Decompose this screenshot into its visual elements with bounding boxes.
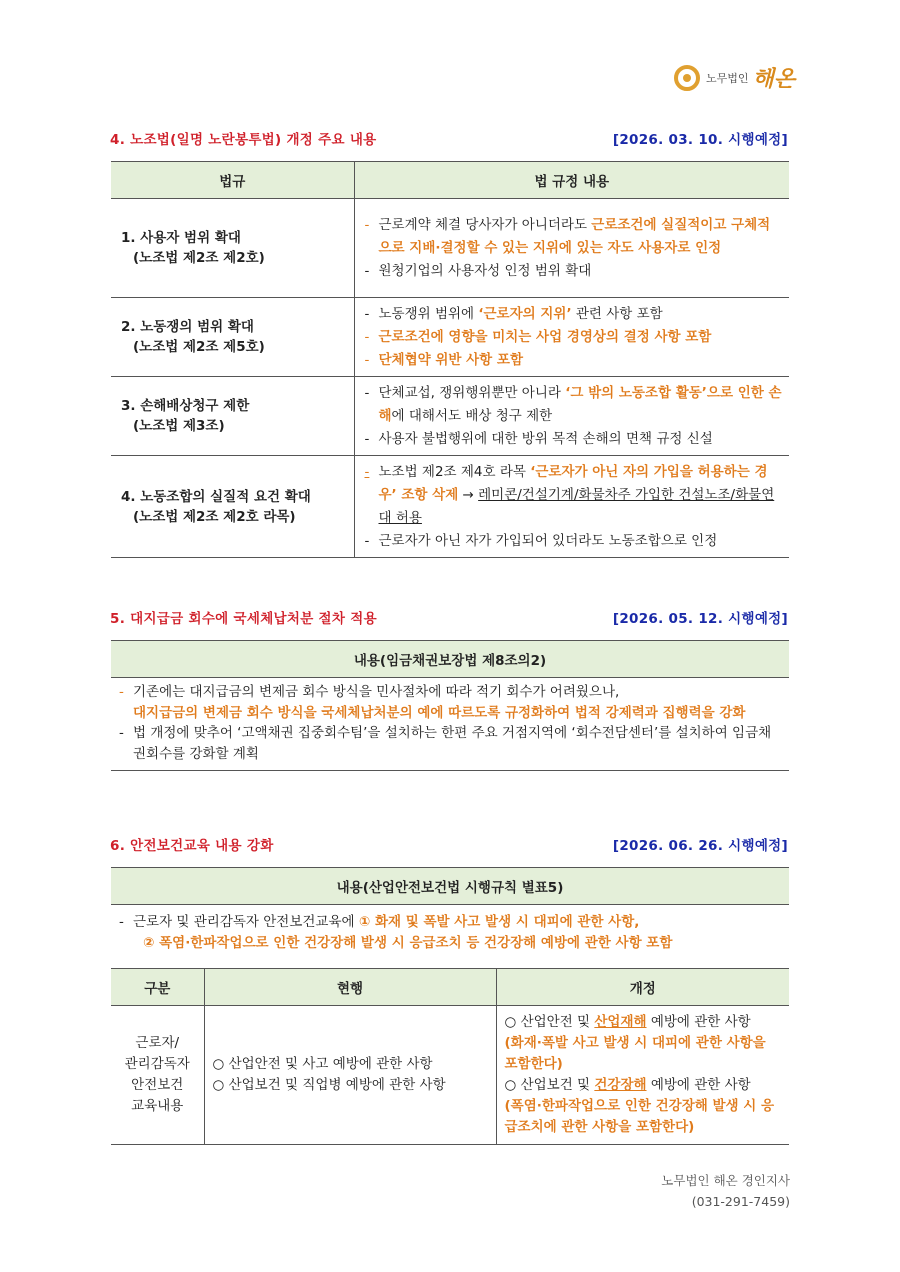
content-cell: - 근로계약 체결 당사자가 아니더라도 근로조건에 실질적이고 구체적으로 지배·결정할 수 있는 지위에 있는 자도 사용자로 인정 - 원청기업의 사용자성 인정 범위 확대 (354, 199, 789, 298)
header-content: 법 규정 내용 (354, 162, 789, 199)
law-cell: 2. 노동쟁의 범위 확대 (노조법 제2조 제5호) (111, 298, 354, 377)
section5-box (111, 640, 789, 771)
section6-title: 6. 안전보건교육 내용 강화 (110, 838, 274, 854)
footer-phone: (031-291-7459) (691, 1194, 790, 1209)
category-cell: 근로자/ 관리감독자 안전보건 교육내용 (111, 1006, 204, 1145)
table-row (111, 456, 789, 558)
section5-title: 5. 대지급금 회수에 국세체납처분 절차 적용 (110, 611, 377, 627)
company-logo (674, 62, 795, 93)
section4-date: [2026. 03. 10. 시행예정] (612, 132, 788, 148)
section4-title: 4. 노조법(일명 노란봉투법) 개정 주요 내용 (110, 132, 377, 148)
section6-body: - 근로자 및 관리감독자 안전보건교육에 ① 화재 및 폭발 사고 발생 시 대피에 관한 사항, ② 폭염·한파작업으로 인한 건강장해 발생 시 응급조치 등 건강장해 예방에 관한 사항 포함 (119, 914, 673, 951)
section5-header: 내용(임금채권보장법 제8조의2) (111, 640, 789, 678)
section4-table (111, 161, 789, 558)
section5-date: [2026. 05. 12. 시행예정] (612, 611, 788, 627)
content-cell: - 노동쟁위 범위에 ‘근로자의 지위’ 관련 사항 포함 - 근로조건에 영향을 미치는 사업 경영상의 결정 사항 포함 - 단체협약 위반 사항 포함 (354, 298, 789, 377)
circle-logo-icon (674, 65, 700, 91)
content-cell: - 단체교섭, 쟁위행위뿐만 아니라 ‘그 밖의 노동조합 활동’으로 인한 손해에 대해서도 배상 청구 제한 - 사용자 불법행위에 대한 방위 목적 손해의 면책 규정 신설 (354, 377, 789, 456)
header-category: 구분 (111, 969, 204, 1006)
table-row (111, 298, 789, 377)
law-cell: 1. 사용자 범위 확대 (노조법 제2조 제2호) (111, 199, 354, 298)
law-cell: 4. 노동조합의 실질적 요건 확대 (노조법 제2조 제2호 라목) (111, 456, 354, 558)
header-current: 현행 (204, 969, 496, 1006)
table-row (111, 377, 789, 456)
logo-text: 노무법인 (706, 71, 749, 85)
header-revised: 개정 (496, 969, 789, 1006)
header-law: 법규 (111, 162, 354, 199)
table-row (111, 1006, 789, 1145)
current-cell: ○ 산업안전 및 사고 예방에 관한 사항 ○ 산업보건 및 직업병 예방에 관한 사항 (204, 1006, 496, 1145)
law-cell: 3. 손해배상청구 제한 (노조법 제3조) (111, 377, 354, 456)
logo-script: 해온 (752, 66, 796, 92)
section5-body: - 기존에는 대지급금의 변제금 회수 방식을 민사절차에 따라 적기 회수가 어려웠으나, 대지급금의 변제금 회수 방식을 국세체납처분의 예에 따르도록 규정화하여 법적 강제력과 집행력을 강화 - 법 개정에 맞추어 ‘고액채권 집중회수팀’을 설치하는 한편 주요 거점지역에 ‘회수전담센터’를 설치하여 임금채권회수를 강화할 계획 (111, 678, 789, 771)
table-row (111, 199, 789, 298)
section6-date: [2026. 06. 26. 시행예정] (612, 838, 788, 854)
section6-box (111, 867, 789, 963)
revised-cell: ○ 산업안전 및 산업재해 예방에 관한 사항 (화재·폭발 사고 발생 시 대피에 관한 사항을 포함한다) ○ 산업보건 및 건강장해 예방에 관한 사항 (폭염·한파작업으로 인한 건강장해 발생 시 응급조치에 관한 사항을 포함한다) (496, 1006, 789, 1145)
section6-table (111, 968, 789, 1145)
section6-header: 내용(산업안전보건법 시행규칙 별표5) (111, 867, 789, 905)
footer-name: 노무법인 해온 경인지사 (661, 1173, 790, 1188)
content-cell: - 노조법 제2조 제4호 라목 ‘근로자가 아닌 자의 가입을 허용하는 경우’ 조항 삭제 → 레미콘/건설기계/화물차주 가입한 건설노조/화물연대 허용 - 근로자가 아닌 자가 가입되어 있더라도 노동조합으로 인정 (354, 456, 789, 558)
footer (661, 1170, 790, 1212)
